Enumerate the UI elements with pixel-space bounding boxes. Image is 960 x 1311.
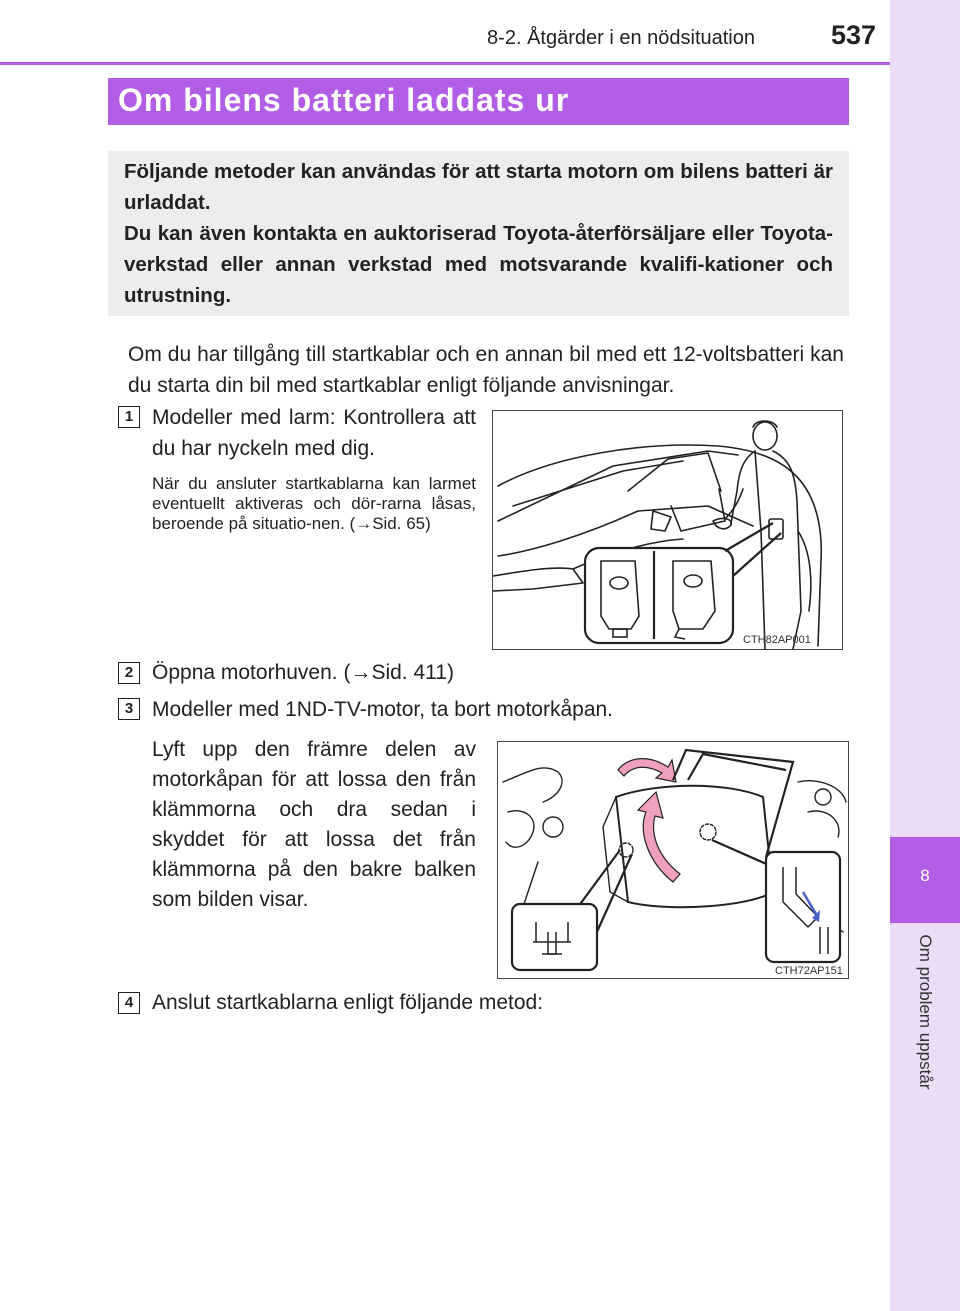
- figure-1-code: CTH82AP001: [743, 634, 811, 646]
- section-title: Om bilens batteri laddats ur: [118, 82, 570, 118]
- figure-3-code: CTH72AP151: [775, 965, 843, 977]
- intro-line-2: Du kan även kontakta en auktoriserad Toyota-återförsäljare eller Toyota-verkstad eller annan verkstad med motsvarande kvalifi-kationer och utrustning.: [124, 222, 833, 307]
- intro-box: [108, 151, 849, 316]
- chapter-tab-number: 8: [920, 866, 930, 885]
- page-number: 537: [831, 20, 877, 50]
- step-number-4: 4: [118, 992, 140, 1014]
- step-3-text: Modeller med 1ND-TV-motor, ta bort motorkåpan.: [152, 698, 614, 721]
- engine-cover-illustration: [498, 742, 849, 979]
- intro-line-1: Följande metoder kan användas för att starta motorn om bilens batteri är urladdat.: [124, 160, 833, 214]
- header-section-title: 8-2. Åtgärder i en nödsituation: [487, 27, 755, 49]
- car-key-illustration: [493, 411, 843, 650]
- step-1-note: När du ansluter startkablarna kan larmet eventuellt aktiveras och dör-rarna låsas, beroende på situatio-nen. (→Sid. 65): [152, 474, 476, 533]
- step-2-text: Öppna motorhuven. (→Sid. 411): [152, 661, 454, 684]
- step-1-text: Modeller med larm: Kontrollera att du har nyckeln med dig.: [152, 406, 476, 460]
- step-4-text: Anslut startkablarna enligt följande metod:: [152, 991, 544, 1014]
- step-3-subtext: Lyft upp den främre delen av motorkåpan för att lossa den från klämmorna och dra sedan i skyddet för att lossa det från klämmorna på den bakre balken som bilden visar.: [152, 738, 476, 911]
- body-paragraph: Om du har tillgång till startkablar och en annan bil med ett 12-voltsbatteri kan du starta din bil med startkablar enligt följande anvisningar.: [128, 343, 844, 397]
- figure-key-check: [492, 410, 843, 650]
- step-number-1: 1: [118, 406, 140, 428]
- side-band: [890, 0, 960, 1311]
- header-rule: [0, 62, 890, 65]
- step-number-3: 3: [118, 698, 140, 720]
- figure-engine-cover: [497, 741, 849, 979]
- chapter-tab-label: Om problem uppstår: [916, 934, 935, 1090]
- step-number-2: 2: [118, 662, 140, 684]
